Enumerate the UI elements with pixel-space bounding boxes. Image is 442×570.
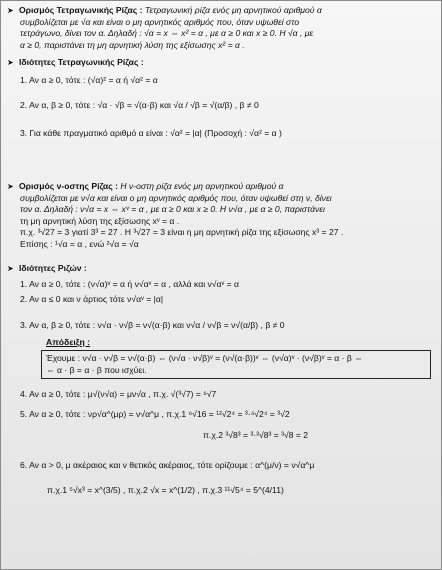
section-square-root-properties	[7, 57, 435, 139]
section-heading: Ιδιότητες Ριζών :	[19, 263, 87, 273]
text-line: Τετραγωνική ρίζα ενός μη αρνητικού αριθμού α	[144, 5, 322, 15]
section-root-properties	[7, 263, 435, 331]
property-item: 3. Για κάθε πραγματικό αριθμό α είναι : √α² = |α| (Προσοχή : √α² = α )	[20, 127, 282, 138]
property-item: 5. Αν α ≥ 0, τότε : νρ√α^(μρ) = ν√α^μ , π.χ.1 ⁶√16 = ¹²√2⁴ = ³·⁴√2⁴ = ³√2	[20, 408, 290, 419]
section-root-properties-continued	[7, 385, 435, 497]
property-item: 4. Αν α ≥ 0, τότε : μ√(ν√α) = μν√α , π.χ. √(³√7) = ⁶√7	[20, 389, 217, 399]
text-line: τετράγωνο, δίνει τον α. Δηλαδή : √α = x ⇔ x² = α , με α ≥ 0 και x ≥ 0. Η √α , με	[20, 28, 314, 39]
example-line: π.χ.2 ³√8³ = ³·³√8³ = ³√8 = 2	[203, 430, 309, 441]
example-line: π.χ.1 ⁵√x³ = x^(3/5) , π.χ.2 √x = x^(1/2) , π.χ.3 ¹¹√5⁴ = 5^(4/11)	[47, 485, 284, 496]
property-item: 2. Αν α ≤ 0 και ν άρτιος τότε ν√αᵛ = |α|	[20, 294, 164, 305]
proof-title: Απόδειξη :	[46, 337, 91, 347]
text-line: τον α. Δηλαδή : ν√α = x ⇔ xᵛ = α , με α ≥ 0 και x ≥ 0. Η ν√α , με α ≥ 0, παριστάνει	[20, 204, 325, 215]
text-line: α ≥ 0, παριστάνει τη μη αρνητική λύση της εξίσωσης x² = α .	[20, 39, 245, 50]
proof-line: ⇔ α · β = α · β που ισχύει.	[46, 364, 147, 375]
proof-box	[41, 350, 431, 379]
section-heading: Ορισμός ν-οστης Ρίζας :	[19, 181, 118, 191]
arrow-bullet-icon: ➤	[7, 6, 14, 15]
text-line: συμβολίζεται με ν√α και είναι ο μη αρνητικός αριθμός που, όταν υψωθεί στη ν, δίνει	[20, 192, 332, 203]
text-line: συμβολίζεται με √α και είναι ο μη αρνητικός αριθμός που, όταν υψωθεί στο	[20, 16, 300, 27]
property-item: 1. Αν α ≥ 0, τότε : (ν√α)ᵛ = α ή ν√αᵛ = α , αλλά και ν√αᵛ = α	[20, 278, 239, 289]
property-item: 2. Αν α, β ≥ 0, τότε : √α · √β = √(α·β) και √α / √β = √(α/β) , β ≠ 0	[20, 100, 259, 111]
section-heading: Ορισμός Τετραγωνικής Ρίζας :	[19, 5, 143, 15]
section-square-root-definition	[7, 5, 435, 51]
property-item: 1. Αν α ≥ 0, τότε : (√α)² = α ή √α² = α	[20, 74, 158, 85]
property-item: 3. Αν α, β ≥ 0, τότε : ν√α · ν√β = ν√(α·β) και ν√α / ν√β = ν√(α/β) , β ≠ 0	[20, 319, 285, 330]
section-heading: Ιδιότητες Τετραγωνικής Ρίζας :	[19, 57, 144, 67]
proof-line: Έχουμε : ν√α · ν√β = ν√(α·β) ⇔ (ν√α · ν√β)ᵛ = (ν√(α·β))ᵛ ⇔ (ν√α)ᵛ · (ν√β)ᵛ = α · β ⇔	[46, 353, 363, 363]
arrow-bullet-icon: ➤	[7, 264, 14, 273]
text-line: Η ν-οστη ρίζα ενός μη αρνητικού αριθμού α	[120, 181, 284, 191]
example-line: π.χ. ³√27 = 3 γιατί 3³ = 27 . Η ³√27 = 3 είναι η μη αρνητική ρίζα της εξίσωσης x³ = 27 .	[20, 227, 344, 238]
text-line: Επίσης : ¹√α = α , ενώ ²√α = √α	[20, 238, 139, 249]
text-line: τη μη αρνητική λύση της εξίσωσης xᵛ = α .	[20, 215, 180, 226]
arrow-bullet-icon: ➤	[7, 58, 14, 67]
arrow-bullet-icon: ➤	[7, 182, 14, 191]
section-nth-root-definition	[7, 181, 435, 251]
property-item: 6. Αν α > 0, μ ακέραιος και ν θετικός ακέραιος, τότε ορίζουμε : α^(μ/ν) = ν√α^μ	[20, 459, 315, 470]
